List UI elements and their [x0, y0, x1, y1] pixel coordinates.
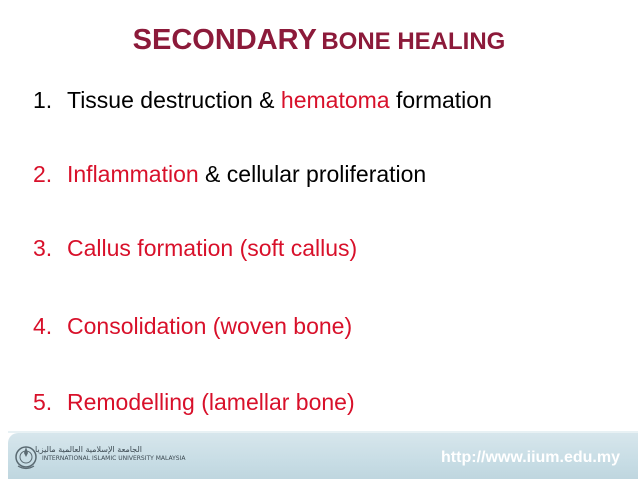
list-item-3 — [33, 234, 357, 262]
university-logo-text — [35, 445, 186, 463]
item-highlight: Consolidation (woven bone) — [67, 313, 353, 339]
item-text: Tissue destruction & — [67, 87, 281, 113]
logo-english-text: INTERNATIONAL ISLAMIC UNIVERSITY MALAYSIA — [42, 455, 186, 462]
footer-url-link[interactable]: http://www.iium.edu.my — [441, 449, 620, 466]
item-text: & cellular proliferation — [198, 161, 427, 187]
item-text: formation — [389, 87, 492, 113]
list-item-5 — [33, 388, 355, 416]
title-part-2: BONE HEALING — [321, 28, 506, 55]
list-item-4 — [33, 312, 352, 340]
item-number: 3. — [33, 235, 53, 261]
item-highlight: hematoma — [280, 87, 390, 113]
item-highlight: Inflammation — [67, 161, 199, 187]
item-highlight: Remodelling (lamellar bone) — [67, 389, 355, 415]
item-number: 4. — [33, 313, 53, 339]
list-item-2 — [33, 160, 426, 188]
title-part-1: SECONDARY — [132, 24, 317, 56]
item-highlight: Callus formation (soft callus) — [67, 235, 358, 261]
list-item-1 — [33, 86, 492, 114]
logo-arabic-text: الجامعة الإسلامية العالمية ماليزيا — [35, 445, 142, 454]
item-number: 5. — [33, 389, 53, 415]
item-number: 1. — [33, 87, 53, 113]
item-number: 2. — [33, 161, 53, 187]
